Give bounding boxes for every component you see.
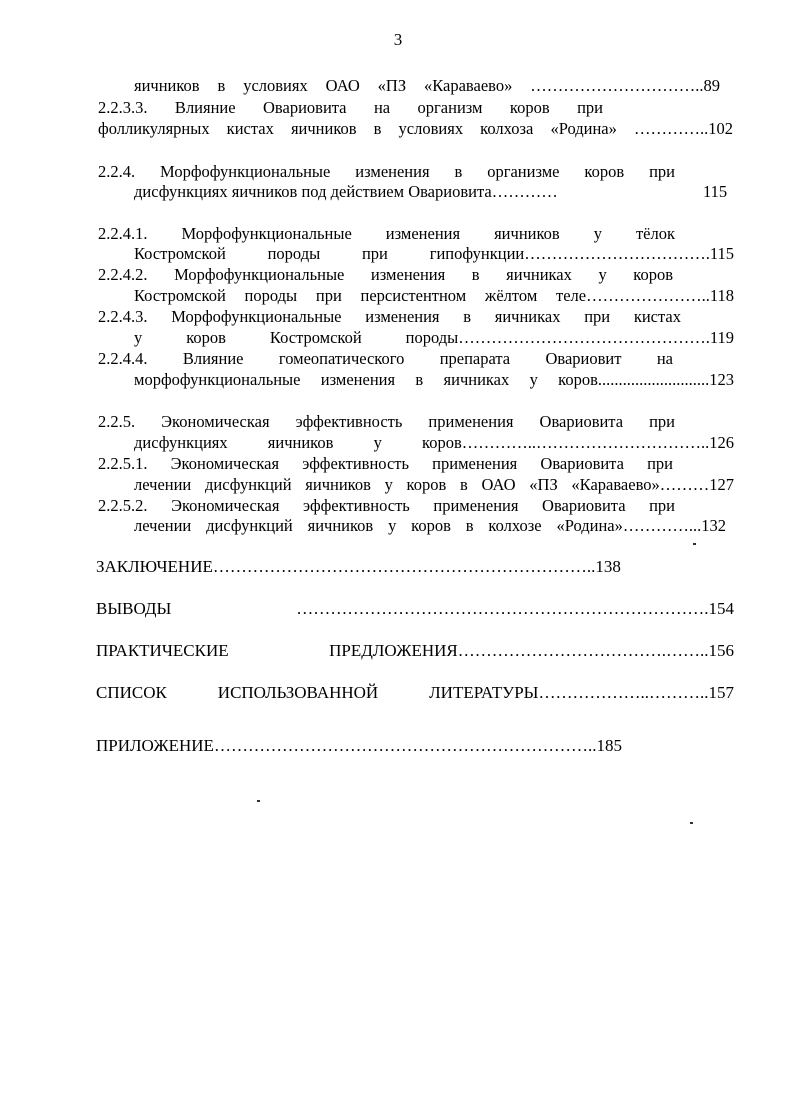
toc-line: 2.2.5.2. Экономическая эффективность применения Овариовита при (98, 496, 675, 515)
toc-line: ПРАКТИЧЕСКИЕ ПРЕДЛОЖЕНИЯ……………………………….……..156 (96, 641, 734, 660)
toc-line: ЗАКЛЮЧЕНИЕ…………………………………………………………..138 (96, 557, 621, 576)
toc-line: дисфункциях яичников под действием Овариовита………… (134, 182, 558, 201)
scan-speck (693, 543, 696, 545)
toc-line: 2.2.5. Экономическая эффективность применения Овариовита при (98, 412, 675, 431)
toc-line: яичников в условиях ОАО «ПЗ «Караваево» …………………………..89 (134, 76, 720, 95)
toc-line: Костромской породы при персистентном жёлтом теле…………………..118 (134, 286, 734, 305)
toc-line: ПРИЛОЖЕНИЕ…………………………………………………………..185 (96, 736, 622, 755)
toc-line: 2.2.4. Морфофункциональные изменения в организме коров при (98, 162, 675, 181)
toc-line: 2.2.4.1. Морфофункциональные изменения яичников у тёлок (98, 224, 675, 243)
toc-line: лечении дисфункций яичников у коров в колхозе «Родина»…………...132 (134, 516, 726, 535)
toc-line: 2.2.4.3. Морфофункциональные изменения в яичниках при кистах (98, 307, 681, 326)
toc-line: СПИСОК ИСПОЛЬЗОВАННОЙ ЛИТЕРАТУРЫ………………..………..157 (96, 683, 734, 702)
page-number: 3 (393, 30, 403, 49)
scan-speck (257, 800, 260, 802)
toc-line: ВЫВОДЫ ……………………………………………………………….154 (96, 599, 734, 618)
toc-line: 2.2.3.3. Влияние Овариовита на организм коров при (98, 98, 603, 117)
toc-line: 2.2.4.4. Влияние гомеопатического препарата Овариовит на (98, 349, 673, 368)
toc-line: 2.2.4.2. Морфофункциональные изменения в яичниках у коров (98, 265, 673, 284)
toc-line: дисфункциях яичников у коров…………..…………………………..126 (134, 433, 734, 452)
toc-line: фолликулярных кистах яичников в условиях колхоза «Родина» …………..102 (98, 119, 733, 138)
toc-line: Костромской породы при гипофункции…………………………….115 (134, 244, 734, 263)
toc-line: морфофункциональные изменения в яичниках у коров...........................123 (134, 370, 734, 389)
toc-line: 2.2.5.1. Экономическая эффективность применения Овариовита при (98, 454, 673, 473)
toc-line: лечении дисфункций яичников у коров в ОАО «ПЗ «Караваево»………127 (134, 475, 734, 494)
toc-line: у коров Костромской породы……………………………………….119 (134, 328, 734, 347)
scan-speck (690, 822, 693, 824)
toc-page-ref: 115 (703, 182, 728, 201)
